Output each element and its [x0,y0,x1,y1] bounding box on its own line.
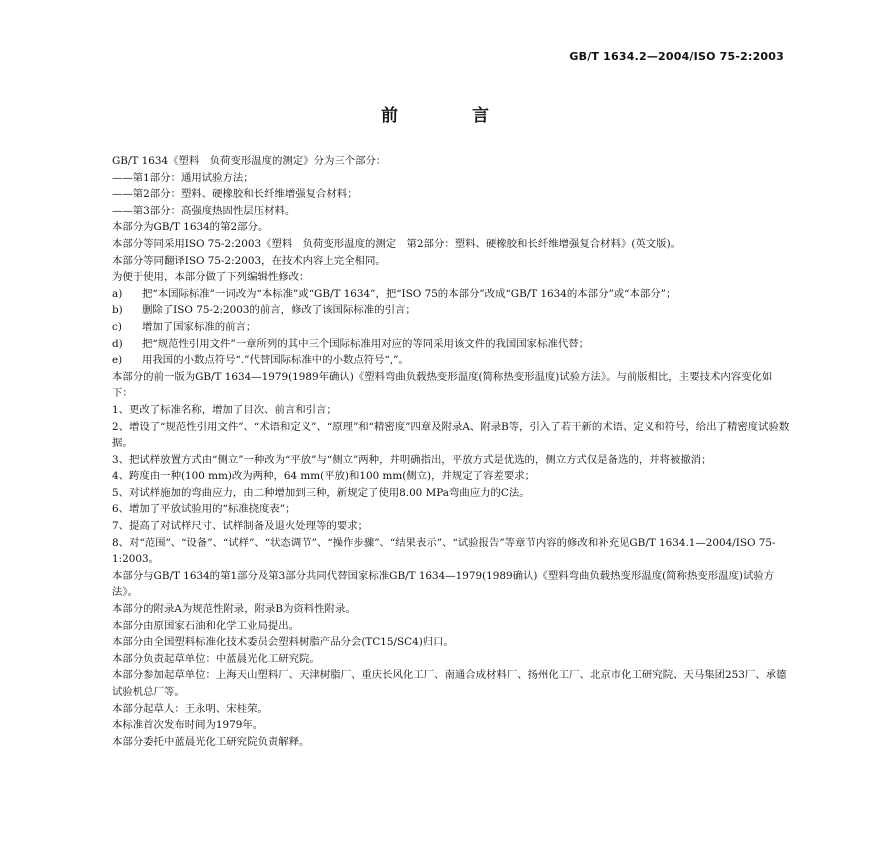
item-marker: a) [112,287,123,300]
paragraph: 本部分参加起草单位：上海天山塑料厂、天津树脂厂、重庆长风化工厂、南通合成材料厂、扬州化工厂、北京市化工研究院、天马集团253厂、承德试验机总厂等。 [112,669,787,698]
paragraph: 本标准首次发布时间为1979年。 [112,719,264,732]
paragraph: 本部分负责起草单位：中蓝晨光化工研究院。 [112,652,320,665]
paragraph: GB/T 1634《塑料 负荷变形温度的测定》分为三个部分： [112,155,387,167]
item-text: 把“本国际标准”一词改为“本标准”或“GB/T 1634”，把“ISO 75的本部分”改成“GB/T 1634的本部分”或“本部分”； [142,287,677,300]
paragraph: 本部分起草人：王永明、宋桂荣。 [112,702,268,715]
paragraph: 本部分由全国塑料标准化技术委员会塑料树脂产品分会(TC15/SC4)归口。 [112,636,454,649]
paragraph: 本部分委托中蓝晨光化工研究院负责解释。 [112,735,310,748]
item-marker: c) [112,320,122,333]
part-list-item: ——第1部分：通用试验方法； [112,171,254,184]
edit-item-b [112,302,792,319]
edit-item-d [112,336,792,353]
change-item: 3、把试样放置方式由“侧立”一种改为“平放”与“侧立”两种，并明确指出，平放方式是优选的，侧立方式仅是备选的，并将被撤消； [112,453,712,466]
item-text: 增加了国家标准的前言； [142,320,257,333]
edit-item-c [112,319,792,336]
paragraph: 为便于使用，本部分做了下列编辑性修改： [112,271,310,284]
part-list-item: ——第3部分：高强度热固性层压材料。 [112,204,296,217]
item-marker: e) [112,354,123,367]
change-item: 4、跨度由一种(100 mm)改为两种，64 mm(平放)和100 mm(侧立)，并规定了容差要求； [112,470,535,483]
paragraph: 本部分与GB/T 1634的第1部分及第3部分共同代替国家标准GB/T 1634—1979(1989确认)《塑料弯曲负载热变形温度(简称热变形温度)试验方法》。 [112,569,775,599]
item-text: 把“规范性引用文件”一章所列的其中三个国际标准用对应的等同采用该文件的我国国家标准代替； [142,337,590,350]
item-text: 用我国的小数点符号“.”代替国际标准中的小数点符号“,”。 [142,354,409,367]
paragraph: 本部分的附录A为规范性附录，附录B为资料性附录。 [112,603,356,616]
paragraph: 本部分的前一版为GB/T 1634—1979(1989年确认)《塑料弯曲负载热变形温度(简称热变形温度)试验方法》。与前版相比，主要技术内容变化如下： [112,370,773,400]
change-item: 1、更改了标准名称，增加了目次、前言和引言； [112,403,337,416]
item-marker: b) [112,304,123,317]
edit-item-a [112,286,792,303]
item-marker: d) [112,337,123,350]
paragraph: 本部分等同翻译ISO 75-2:2003，在技术内容上完全相同。 [112,254,386,267]
paragraph: 本部分等同采用ISO 75-2:2003《塑料 负荷变形温度的测定 第2部分：塑料、硬橡胶和长纤维增强复合材料》(英文版)。 [112,237,682,250]
item-text: 删除了ISO 75-2:2003的前言，修改了该国际标准的引言； [142,304,416,317]
edit-item-e [112,352,792,369]
foreword-body [112,153,792,750]
part-list-item: ——第2部分：塑料、硬橡胶和长纤维增强复合材料； [112,188,358,201]
standard-code: GB/T 1634.2—2004/ISO 75-2:2003 [569,50,784,63]
change-item: 7、提高了对试样尺寸、试样制备及退火处理等的要求； [112,520,368,533]
page-title: 前 言 [381,106,523,126]
change-item: 6、增加了平放试验用的“标准挠度表”； [112,503,296,516]
change-item: 8、对“范围”、“设备”、“试样”、“状态调节”、“操作步骤”、“结果表示”、“试验报告”等章节内容的修改和补充见GB/T 1634.1—2004/ISO 75-1:2003。 [112,536,776,566]
change-item: 5、对试样施加的弯曲应力，由二种增加到三种，新规定了使用8.00 MPa弯曲应力的C法。 [112,486,530,499]
change-item: 2、增设了“规范性引用文件”、“术语和定义”、“原理”和“精密度”四章及附录A、附录B等，引入了若干新的术语、定义和符号，给出了精密度试验数据。 [112,420,790,450]
paragraph: 本部分由原国家石油和化学工业局提出。 [112,619,300,632]
paragraph: 本部分为GB/T 1634的第2部分。 [112,221,269,234]
